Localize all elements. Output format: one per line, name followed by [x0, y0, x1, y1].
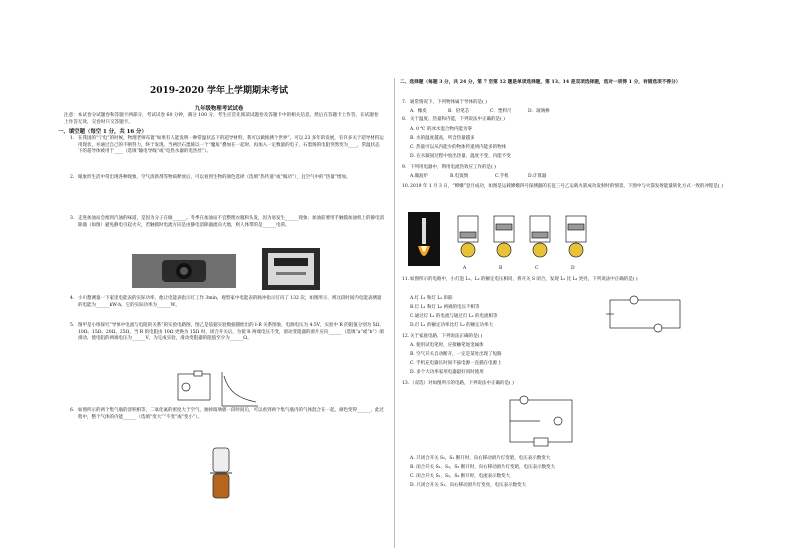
question-text: 如图所示的电路中，小灯泡 L₁、L₂ 的额定电压相同，将开关 S 闭合，发现 L₁ 比 L₂ 更亮，下列说法中正确的是( ): [410, 277, 638, 282]
question-13: [402, 381, 760, 388]
question-text: 如图所示的两个集气瓶的容积相等，二氧化氮的密度大于空气，抽掉玻璃板一段时间后，可以看到两个集气瓶内的气体混合在一起，颜色变得______，此过程中，整个气体的内能______（选填“变大”“不变”或“变小”）。: [78, 408, 384, 420]
question-4: [70, 296, 384, 309]
gas-jars-figure: [208, 444, 234, 504]
option: D.计算器: [528, 174, 547, 179]
question-1: [70, 136, 384, 156]
option: C. 闭合开关 S₁，S₂，S₃ 断开时，电流表示数变大: [410, 474, 511, 479]
exam-notice: 注意：本试卷分试题卷和答题卡两部分，考试试卷 60 分钟，满分 100 分，考生应首先阅读试题卷及答题卡中的相关信息，然后在答题卡上作答，在试题卷上作答无效，交卷时只交答题卡。: [64, 113, 379, 125]
option: A.灯 L₁ 和灯 L₂ 串联: [410, 296, 453, 301]
option: D. 只闭合开关 S₁，向右移动滑片灯变亮，电压表示数变大: [410, 483, 527, 488]
question-9: [402, 165, 760, 172]
q11-circuit: [600, 294, 690, 336]
option: D. 多个大功率家用电器最好同时使用: [410, 370, 484, 375]
question-number: 4.: [70, 296, 75, 301]
option: A: [463, 266, 467, 271]
option: D.灯 L₁ 的额定功率比灯 L₂ 的额定功率大: [410, 323, 494, 328]
section-2-heading: 二、选择题（每题 3 分，共 24 分，第 7 至第 12 题是单项选择题，第 13、14 是双项选择题，选对一项得 1 分，有错选项不得分）: [400, 80, 681, 85]
option: C: [535, 266, 539, 271]
option: D: [571, 266, 575, 271]
option: B.灯 L₁ 和灯 L₂ 两端的电压不相等: [410, 305, 480, 310]
question-text: 通常情况下，下列物体属于导体的是( ): [410, 100, 487, 105]
static-eliminator-photo: [132, 254, 236, 288]
option: A. 只闭合开关 S₂，S₁ 断开时，向右移动滑片灯变暗，电压表示数变大: [410, 456, 551, 461]
question-text: 图甲是小组探究“导体中电流与电阻的关系”的实验电路图，图乙是依据实验数据描绘出的 I-R 关系图象，电源电压为 4.5V，实验中 R 的阻值分别为 5Ω、10Ω、15Ω、20Ω、25Ω，当 R 的电阻由 10Ω 更换为 15Ω 时，闭合开关后，为使 R 两端电压不变，滑动变阻器的滑片应向______（选填“a”或“b”）端滑动，使电阻的两端电压为______V，为完成实验，滑动变阻器的阻值至少为______Ω。: [78, 323, 384, 342]
question-text: 在我国的“宁电”的时候，物理老师布置“如果有人能发明一种常温状态下的超导材料，我可以做推测个世界”。可以 23 多年的发展，有许多关于超导材料运用现状，并通过自己的不断努力，终于发现。当两层石墨烯以一个“魔角”叠加在一起时，再加入一定数量的电子，石墨烯的电阻突然变为____，常温状态下的超导体被用于____（选填“输电导线”或“电热水器的电热丝”）。: [78, 136, 384, 155]
question-6: [70, 408, 384, 421]
option: A. 使用试电笔时，应接触笔尾金属体: [410, 343, 484, 348]
engine-strokes-figure: [448, 212, 598, 262]
question-text: 2019 年 1 月 3 日，“嫦娥”登月成功，如图是运载嫦娥四号探测器的长征三号乙运载火箭成功发射时的情景，下图中与火箭发射能量转化方式一致的冲程是( ): [410, 184, 723, 189]
static-eliminator-drawing: [132, 254, 236, 288]
question-12: [402, 334, 760, 341]
option: C. 热量可以从内能少的物体传递到内能多的物体: [410, 145, 507, 150]
question-number: 8.: [402, 117, 407, 122]
option: C.手机: [495, 174, 509, 179]
question-number: 5.: [70, 323, 75, 328]
question-text: （双选）对如图所示的电路，下列说法中正确的是( ): [410, 381, 514, 386]
question-number: 6.: [70, 408, 75, 413]
question-text: 小川想测量一下家里电能表的实际功率，他让电能表指示灯工作 3min，观察家中电能表的脉冲指示灯闪了 132 次，如图所示，则这段时间内电能表测量的电能为______kW·h，它的实际功率为______W。: [78, 296, 382, 308]
energy-meter-drawing: [262, 248, 320, 290]
option: B. 闭合开关 S₁、S₂，S₃ 断开时，向右移动滑片灯变暗，电压表示数变大: [410, 465, 556, 470]
question-number: 3.: [70, 216, 75, 221]
option: B．铅笔芯: [448, 109, 470, 114]
question-3: [70, 216, 384, 229]
question-number: 9.: [402, 165, 407, 170]
q5-circuit-and-graph: [172, 366, 262, 414]
question-text: 关于家庭电路，下列说法正确的是( ): [410, 334, 483, 339]
question-2: [70, 175, 384, 182]
question-number: 10.: [402, 184, 410, 189]
question-10: [402, 184, 760, 191]
option: A．橡皮: [410, 109, 427, 114]
option: D．玻璃棒: [528, 109, 550, 114]
exam-subtitle: 九年级物理考试试卷: [194, 106, 244, 112]
question-number: 11.: [402, 277, 410, 282]
question-7: [402, 100, 760, 107]
option: A. 0 ℃ 的冰水混合物内能为零: [410, 127, 472, 132]
question-number: 1.: [70, 136, 75, 141]
question-text: 眼象形生活中常出现各种现象，空气清新剂等物质释放后，可以看到生物的颜色选择（选填“热传递”或“做功”），且空气中的“热量”增加。: [78, 175, 351, 180]
question-number: 7.: [402, 100, 407, 105]
option: B. 空气开关自动断开，一定是某处出现了短路: [410, 352, 502, 357]
option: B. 水的温度越高，所含热量越多: [410, 136, 475, 141]
question-text: 下列用电器中，利用电流热效应工作的是( ): [410, 165, 496, 170]
question-number: 12.: [402, 334, 410, 339]
rocket-launch-photo: [408, 212, 440, 266]
energy-meter-photo: [262, 248, 320, 290]
question-11: [402, 277, 715, 284]
option: B.电饭煲: [450, 174, 469, 179]
column-divider: [394, 78, 395, 548]
question-number: 2.: [70, 175, 75, 180]
option: C. 手机充电器长时间不拔电源一直插在电源上: [410, 361, 502, 366]
question-number: 13.: [402, 381, 410, 386]
option: C．塑料尺: [490, 109, 512, 114]
question-text: 走进加油站会闻到汽油的味道，是因为分子在做______。冬季在加油站不宜整理衣服和头发，因为易发生______现象；加油前要用手触摸加油机上的静电消除器（如图）避免静电引起火灾，若触摸时电流方向是由静电消除器流向大地，则人体带的是______电荷。: [78, 216, 384, 228]
section-1-heading: 一、填空题（每空 1 分，共 16 分）: [58, 129, 147, 135]
option: D. 在水凝固过程中放出热量，温度不变，内能不变: [410, 154, 511, 159]
question-8: [402, 117, 760, 124]
exam-title: 2019-2020 学年上学期期末考试: [150, 86, 288, 96]
option: B: [499, 266, 503, 271]
question-text: 关于温度、热量和内能，下列说法中正确的是( ): [410, 117, 505, 122]
q13-circuit: [500, 394, 584, 450]
option: A.微波炉: [410, 174, 429, 179]
option: C.通过灯 L₁ 的电流与通过灯 L₂ 的电流相等: [410, 314, 498, 319]
question-5: [70, 323, 384, 343]
